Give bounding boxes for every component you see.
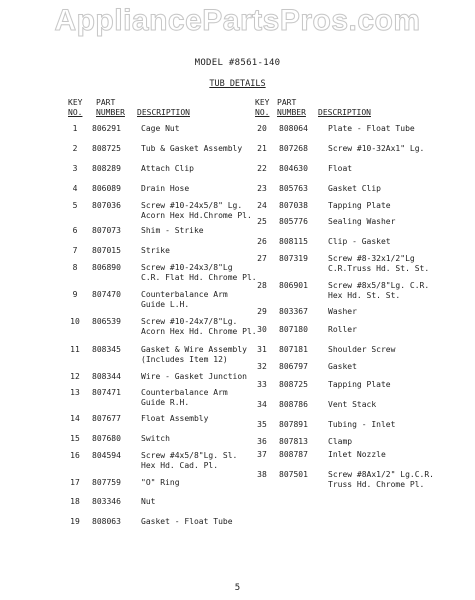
part-description	[328, 144, 424, 154]
part-number: 808786	[279, 400, 308, 409]
key-number: 2	[72, 144, 78, 153]
description-line: Clamp	[328, 437, 353, 446]
part-number: 807501	[279, 470, 308, 479]
part-description	[141, 290, 228, 310]
description-line: Strike	[141, 246, 170, 255]
key-number: 29	[257, 307, 267, 316]
description-line: Tubing - Inlet	[328, 420, 396, 429]
part-number-header-right: PART NUMBER	[277, 98, 306, 117]
description-line: Drain Hose	[141, 184, 190, 193]
key-number: 28	[257, 281, 267, 290]
part-description	[328, 437, 352, 447]
description-line: Tub & Gasket Assembly	[141, 144, 243, 153]
description-line: Plate - Float Tube	[328, 124, 415, 133]
part-number-header-left: PART NUMBER	[96, 98, 125, 117]
key-number: 14	[70, 414, 80, 423]
part-description	[141, 144, 242, 154]
model-number: MODEL #8561-140	[194, 58, 281, 68]
part-description	[328, 420, 395, 430]
key-number: 8	[72, 263, 78, 272]
key-number: 7	[72, 246, 78, 255]
key-number: 16	[70, 451, 80, 460]
part-number: 808063	[92, 517, 121, 526]
part-number: 807813	[279, 437, 308, 446]
part-description	[328, 345, 395, 355]
key-number: 6	[72, 226, 78, 235]
description-line: Washer	[328, 307, 357, 316]
section-title: TUB DETAILS	[209, 79, 266, 89]
part-number: 807181	[279, 345, 308, 354]
part-description	[328, 362, 357, 372]
description-header-left: DESCRIPTION	[137, 108, 190, 117]
key-number: 20	[257, 124, 267, 133]
part-description	[328, 380, 391, 390]
description-line: Guide R.H.	[141, 398, 190, 407]
part-number: 804594	[92, 451, 121, 460]
key-number: 33	[257, 380, 267, 389]
part-description	[328, 201, 391, 211]
key-number: 25	[257, 217, 267, 226]
page-number: 5	[234, 583, 241, 593]
part-number: 807319	[279, 254, 308, 263]
part-number: 806539	[92, 317, 121, 326]
description-line: Hex Hd. Cad. Pl.	[141, 461, 219, 470]
description-line: Cage Nut	[141, 124, 180, 133]
part-number: 807180	[279, 325, 308, 334]
key-number: 15	[70, 434, 80, 443]
part-description	[328, 307, 357, 317]
description-line: Shoulder Screw	[328, 345, 396, 354]
key-number: 13	[70, 388, 80, 397]
key-number: 22	[257, 164, 267, 173]
part-number: 807470	[92, 290, 121, 299]
key-no-header-right: KEY NO.	[255, 98, 270, 117]
part-number: 806797	[279, 362, 308, 371]
part-description	[141, 388, 228, 408]
part-number: 807038	[279, 201, 308, 210]
part-description	[328, 237, 391, 247]
description-line: Wire - Gasket Junction	[141, 372, 247, 381]
part-description	[141, 164, 194, 174]
description-line: "O" Ring	[141, 478, 180, 487]
key-number: 38	[257, 470, 267, 479]
part-number: 807759	[92, 478, 121, 487]
description-line: Guide L.H.	[141, 300, 190, 309]
description-line: Acorn Hex Hd.Chrome Pl.	[141, 211, 252, 220]
description-line: Vent Stack	[328, 400, 377, 409]
part-number: 808787	[279, 450, 308, 459]
description-line: Counterbalance Arm	[141, 388, 228, 397]
part-number: 808064	[279, 124, 308, 133]
part-description	[328, 184, 381, 194]
description-line: C.R. Flat Hd. Chrome Pl.	[141, 273, 257, 282]
key-number: 37	[257, 450, 267, 459]
part-description	[328, 400, 376, 410]
description-line: Screw #4x5/8"Lg. Sl.	[141, 451, 238, 460]
part-number: 808345	[92, 345, 121, 354]
part-number: 804630	[279, 164, 308, 173]
part-number: 805763	[279, 184, 308, 193]
key-number: 4	[72, 184, 78, 193]
key-number: 36	[257, 437, 267, 446]
part-description	[141, 478, 180, 488]
part-description	[141, 372, 247, 382]
description-line: Screw #8Ax1/2" Lg.C.R.	[328, 470, 434, 479]
part-number: 807677	[92, 414, 121, 423]
key-number: 31	[257, 345, 267, 354]
part-number: 808344	[92, 372, 121, 381]
key-number: 24	[257, 201, 267, 210]
description-header-right: DESCRIPTION	[318, 108, 371, 117]
part-description	[328, 254, 429, 274]
description-line: (Includes Item 12)	[141, 355, 228, 364]
description-line: Tapping Plate	[328, 380, 391, 389]
part-description	[328, 325, 357, 335]
description-line: Gasket	[328, 362, 357, 371]
part-description	[141, 497, 155, 507]
key-number: 3	[72, 164, 78, 173]
part-number: 806089	[92, 184, 121, 193]
part-description	[328, 124, 415, 134]
key-number: 35	[257, 420, 267, 429]
part-description	[141, 226, 204, 236]
part-description	[141, 201, 252, 221]
part-number: 807015	[92, 246, 121, 255]
key-number: 11	[70, 345, 80, 354]
key-number: 23	[257, 184, 267, 193]
part-number: 807268	[279, 144, 308, 153]
description-line: Gasket & Wire Assembly	[141, 345, 247, 354]
key-number: 26	[257, 237, 267, 246]
description-line: Screw #8x5/8"Lg. C.R.	[328, 281, 430, 290]
key-number: 12	[70, 372, 80, 381]
part-number: 807036	[92, 201, 121, 210]
part-description	[328, 164, 352, 174]
key-number: 5	[72, 201, 78, 210]
part-number: 807471	[92, 388, 121, 397]
part-number: 808725	[279, 380, 308, 389]
part-number: 803346	[92, 497, 121, 506]
part-description	[141, 414, 208, 424]
description-line: Float Assembly	[141, 414, 209, 423]
part-description	[141, 451, 237, 471]
key-number: 30	[257, 325, 267, 334]
key-number: 21	[257, 144, 267, 153]
description-line: Gasket Clip	[328, 184, 381, 193]
part-number: 806901	[279, 281, 308, 290]
part-number: 805776	[279, 217, 308, 226]
key-number: 1	[72, 124, 78, 133]
part-number: 806890	[92, 263, 121, 272]
part-number: 807680	[92, 434, 121, 443]
part-number: 808289	[92, 164, 121, 173]
description-line: Gasket - Float Tube	[141, 517, 233, 526]
part-number: 807891	[279, 420, 308, 429]
description-line: C.R.Truss Hd. St. St.	[328, 264, 430, 273]
part-description	[328, 217, 395, 227]
description-line: Inlet Nozzle	[328, 450, 386, 459]
key-number: 34	[257, 400, 267, 409]
part-number: 806291	[92, 124, 121, 133]
part-description	[141, 246, 170, 256]
key-number: 27	[257, 254, 267, 263]
description-line: Switch	[141, 434, 170, 443]
description-line: Truss Hd. Chrome Pl.	[328, 480, 425, 489]
description-line: Nut	[141, 497, 156, 506]
description-line: Roller	[328, 325, 357, 334]
description-line: Tapping Plate	[328, 201, 391, 210]
description-line: Screw #10-24x5/8" Lg.	[141, 201, 243, 210]
description-line: Attach Clip	[141, 164, 194, 173]
part-description	[141, 317, 257, 337]
description-line: Screw #10-24x7/8"Lg.	[141, 317, 238, 326]
description-line: Sealing Washer	[328, 217, 396, 226]
part-description	[328, 281, 429, 301]
key-number: 32	[257, 362, 267, 371]
part-description	[328, 450, 386, 460]
key-number: 17	[70, 478, 80, 487]
watermark: AppliancePartsPros.com	[54, 4, 421, 37]
part-number: 808115	[279, 237, 308, 246]
part-description	[328, 470, 434, 490]
part-number: 807073	[92, 226, 121, 235]
part-description	[141, 263, 257, 283]
description-line: Counterbalance Arm	[141, 290, 228, 299]
description-line: Clip - Gasket	[328, 237, 391, 246]
key-number: 10	[70, 317, 80, 326]
key-no-header-left: KEY NO.	[68, 98, 83, 117]
key-number: 18	[70, 497, 80, 506]
description-line: Hex Hd. St. St.	[328, 291, 401, 300]
description-line: Screw #10-24x3/8"Lg	[141, 263, 233, 272]
key-number: 19	[70, 517, 80, 526]
part-description	[141, 124, 180, 134]
part-description	[141, 434, 170, 444]
key-number: 9	[72, 290, 78, 299]
description-line: Screw #8-32x1/2"Lg	[328, 254, 415, 263]
part-description	[141, 345, 247, 365]
description-line: Acorn Hex Hd. Chrome Pl.	[141, 327, 257, 336]
description-line: Shim - Strike	[141, 226, 204, 235]
part-description	[141, 517, 233, 527]
part-number: 803367	[279, 307, 308, 316]
part-description	[141, 184, 189, 194]
description-line: Float	[328, 164, 353, 173]
description-line: Screw #10-32Ax1" Lg.	[328, 144, 425, 153]
part-number: 808725	[92, 144, 121, 153]
